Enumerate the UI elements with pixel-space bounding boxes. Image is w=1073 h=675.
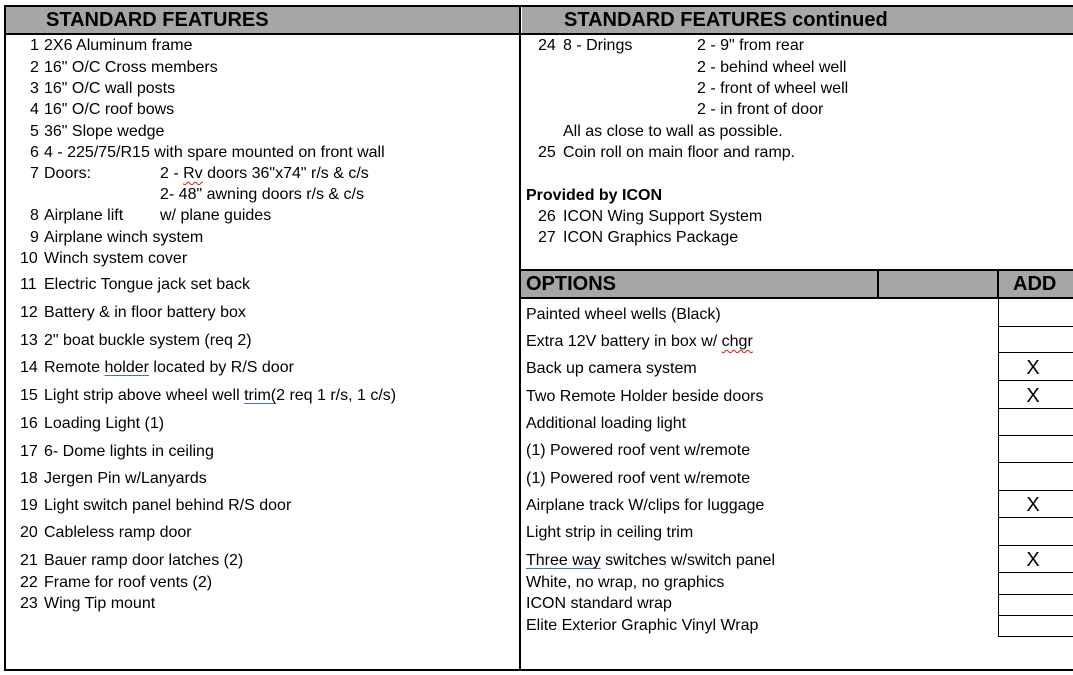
header-bottom-border xyxy=(4,33,1073,35)
option-item: Painted wheel wells (Black) xyxy=(526,306,721,323)
options-top-border xyxy=(521,269,1073,271)
add-checkmark[interactable]: X xyxy=(1026,357,1040,379)
feature-3-text: 16" O/C wall posts xyxy=(44,80,176,97)
left-border xyxy=(4,5,6,671)
add-cell-line xyxy=(998,615,1073,616)
add-checkmark[interactable]: X xyxy=(1026,385,1040,407)
feature-13-number: 13 xyxy=(20,332,38,349)
add-column-left-border xyxy=(998,298,999,636)
feature-23-text: Wing Tip mount xyxy=(44,595,156,612)
center-divider xyxy=(519,5,521,671)
feature-10-number: 10 xyxy=(20,250,38,267)
feature-2-number: 2 xyxy=(30,59,39,76)
add-column-title: ADD xyxy=(1013,273,1057,295)
feature-21-text: Bauer ramp door latches (2) xyxy=(44,552,244,569)
add-cell-line xyxy=(998,408,1073,409)
add-cell-line xyxy=(998,636,1073,637)
item-25-text: Coin roll on main floor and ramp. xyxy=(563,144,796,161)
feature-18-number: 18 xyxy=(20,470,38,487)
feature-2-text: 16" O/C Cross members xyxy=(44,59,218,76)
feature-22-text: Frame for roof vents (2) xyxy=(44,574,213,591)
feature-21-number: 21 xyxy=(20,552,38,569)
add-cell-line xyxy=(998,462,1073,463)
option-item: Extra 12V battery in box w/ chgr xyxy=(526,333,753,350)
option-item: Two Remote Holder beside doors xyxy=(526,388,764,405)
feature-14-text: Remote holder located by R/S door xyxy=(44,359,294,376)
standard-features-continued-header xyxy=(522,7,1073,33)
feature-11-number: 11 xyxy=(20,276,37,293)
feature-16-text: Loading Light (1) xyxy=(44,415,165,432)
feature-15-number: 15 xyxy=(20,387,38,404)
feature-13-text: 2" boat buckle system (req 2) xyxy=(44,332,252,349)
add-cell-line xyxy=(998,545,1073,546)
feature-7-number: 7 xyxy=(30,165,39,182)
standard-features-title: STANDARD FEATURES xyxy=(46,9,269,31)
feature-23-number: 23 xyxy=(20,595,38,612)
feature-12-number: 12 xyxy=(20,304,38,321)
feature-12-text: Battery & in floor battery box xyxy=(44,304,246,321)
feature-4-number: 4 xyxy=(30,101,39,118)
options-header-bottom-border xyxy=(521,297,1073,299)
dring-location-3: 2 - front of wheel well xyxy=(697,80,849,97)
item-25-number: 25 xyxy=(538,144,556,161)
item-24-label: 8 - Drings xyxy=(563,37,633,54)
option-item: Airplane track W/clips for luggage xyxy=(526,497,765,514)
add-cell-line xyxy=(998,380,1073,381)
option-item: Three way switches w/switch panel xyxy=(526,552,775,569)
feature-9-text: Airplane winch system xyxy=(44,229,204,246)
provided-by-icon-heading: Provided by ICON xyxy=(526,187,663,204)
option-item: ICON standard wrap xyxy=(526,595,672,612)
add-cell-line xyxy=(998,490,1073,491)
option-item: Light strip in ceiling trim xyxy=(526,524,694,541)
doors-detail-2: 2- 48" awning doors r/s & c/s xyxy=(160,186,364,203)
options-header xyxy=(521,271,1073,298)
option-item: White, no wrap, no graphics xyxy=(526,574,725,591)
add-cell-line xyxy=(998,326,1073,327)
feature-17-text: 6- Dome lights in ceiling xyxy=(44,443,214,460)
option-item: Additional loading light xyxy=(526,415,687,432)
option-item: Elite Exterior Graphic Vinyl Wrap xyxy=(526,617,759,634)
item-27-number: 27 xyxy=(538,229,556,246)
feature-5-text: 36" Slope wedge xyxy=(44,123,165,140)
item-24-number: 24 xyxy=(538,37,556,54)
dring-location-4: 2 - in front of door xyxy=(697,101,824,118)
airplane-lift-detail: w/ plane guides xyxy=(160,207,272,224)
feature-9-number: 9 xyxy=(30,229,39,246)
options-header-divider-2 xyxy=(997,270,999,298)
feature-11-text: Electric Tongue jack set back xyxy=(44,276,251,293)
standard-features-continued-title: STANDARD FEATURES continued xyxy=(564,9,888,31)
feature-16-number: 16 xyxy=(20,415,38,432)
feature-6-number: 6 xyxy=(30,144,39,161)
feature-5-number: 5 xyxy=(30,123,39,140)
feature-10-text: Winch system cover xyxy=(44,250,188,267)
option-item: (1) Powered roof vent w/remote xyxy=(526,442,751,459)
dring-location-1: 2 - 9" from rear xyxy=(697,37,805,54)
top-border xyxy=(4,5,1073,7)
feature-19-text: Light switch panel behind R/S door xyxy=(44,497,292,514)
feature-17-number: 17 xyxy=(20,443,38,460)
item-26-text: ICON Wing Support System xyxy=(563,208,763,225)
doors-detail-1: 2 - Rv doors 36"x74" r/s & c/s xyxy=(160,165,369,182)
standard-features-header xyxy=(6,7,520,33)
drings-note: All as close to wall as possible. xyxy=(563,123,783,140)
add-cell-line xyxy=(998,517,1073,518)
option-item: Back up camera system xyxy=(526,360,697,377)
feature-19-number: 19 xyxy=(20,497,38,514)
option-item: (1) Powered roof vent w/remote xyxy=(526,470,751,487)
item-27-text: ICON Graphics Package xyxy=(563,229,739,246)
feature-1-text: 2X6 Aluminum frame xyxy=(44,37,193,54)
add-cell-line xyxy=(998,435,1073,436)
feature-8-number: 8 xyxy=(30,207,39,224)
feature-6-text: 4 - 225/75/R15 with spare mounted on front wall xyxy=(44,144,385,161)
feature-20-text: Cableless ramp door xyxy=(44,524,192,541)
feature-20-number: 20 xyxy=(20,524,38,541)
feature-7-text: Doors: xyxy=(44,165,92,182)
dring-location-2: 2 - behind wheel well xyxy=(697,59,847,76)
add-cell-line xyxy=(998,352,1073,353)
feature-4-text: 16" O/C roof bows xyxy=(44,101,175,118)
feature-18-text: Jergen Pin w/Lanyards xyxy=(44,470,207,487)
feature-8-text: Airplane lift xyxy=(44,207,124,224)
item-26-number: 26 xyxy=(538,208,556,225)
options-title: OPTIONS xyxy=(526,273,617,295)
add-cell-line xyxy=(998,572,1073,573)
add-checkmark[interactable]: X xyxy=(1026,549,1040,571)
feature-15-text: Light strip above wheel well trim(2 req 1 r/s, 1 c/s) xyxy=(44,387,397,404)
feature-14-number: 14 xyxy=(20,359,38,376)
add-checkmark[interactable]: X xyxy=(1026,494,1040,516)
options-header-divider-1 xyxy=(877,270,879,298)
feature-22-number: 22 xyxy=(20,574,38,591)
add-cell-line xyxy=(998,594,1073,595)
bottom-border xyxy=(4,669,1073,671)
feature-1-number: 1 xyxy=(30,37,39,54)
feature-3-number: 3 xyxy=(30,80,39,97)
